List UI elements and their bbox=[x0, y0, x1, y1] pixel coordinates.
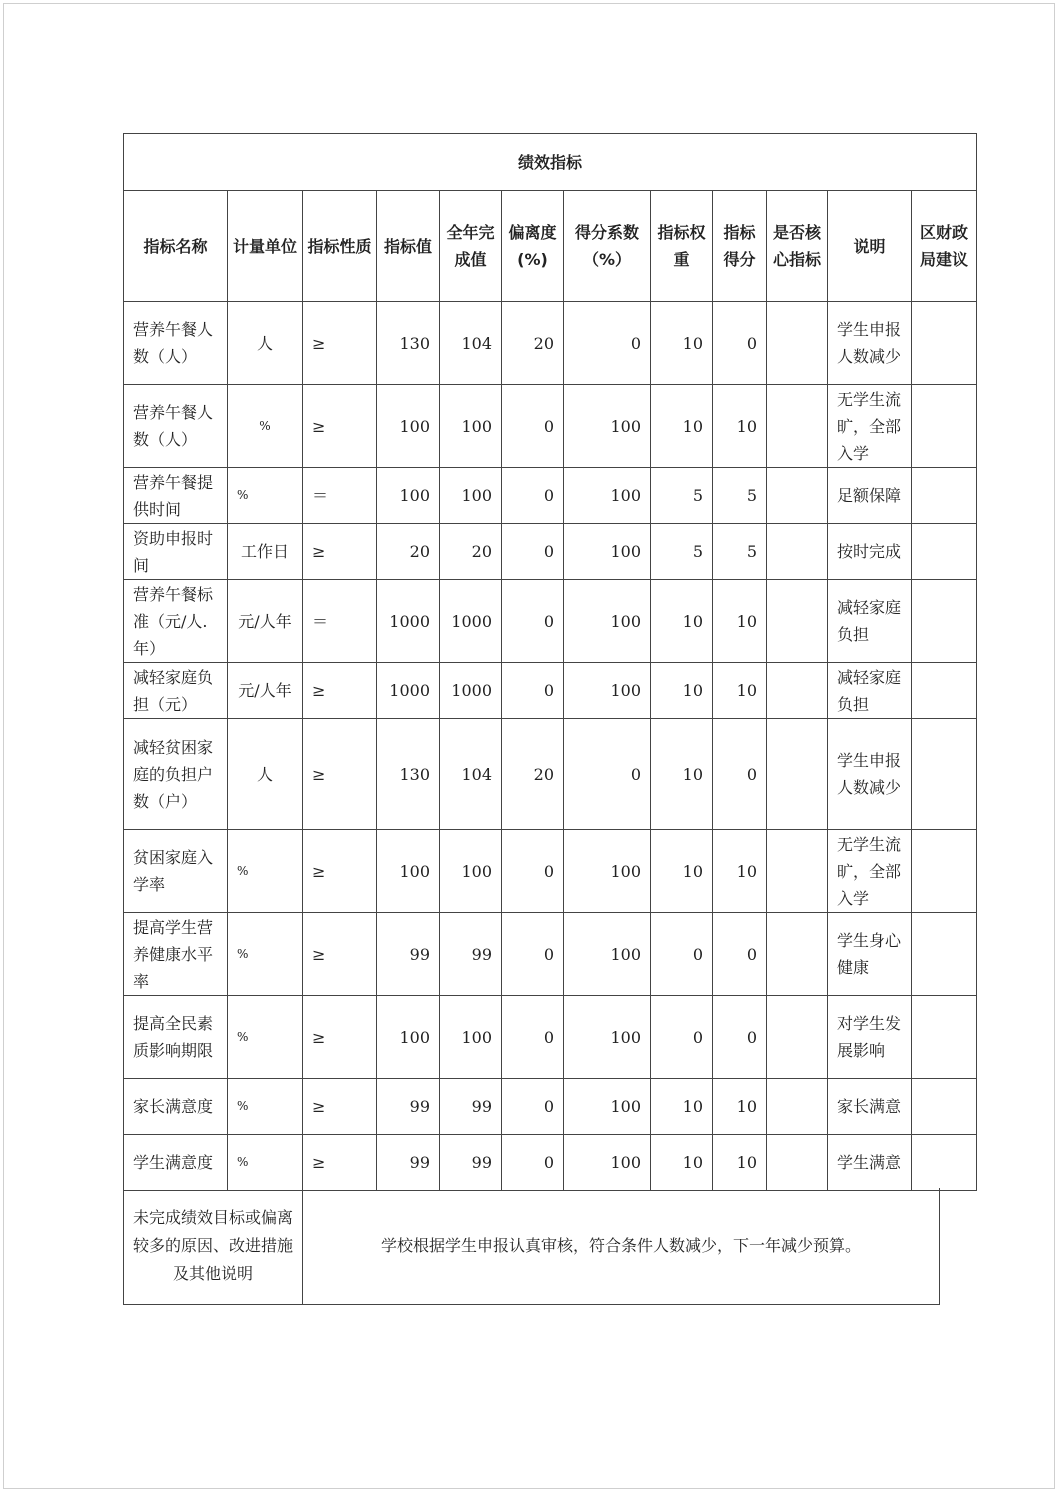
hdr-deviation: 偏离度(%) bbox=[502, 191, 564, 302]
cell-score: 0 bbox=[713, 302, 767, 385]
table-row bbox=[124, 468, 977, 524]
cell-note: 无学生流旷，全部入学 bbox=[828, 830, 912, 913]
cell-indicator-name: 学生满意度 bbox=[124, 1135, 228, 1191]
cell-note: 按时完成 bbox=[828, 524, 912, 580]
table-row bbox=[124, 913, 977, 996]
cell-target-value: 20 bbox=[377, 524, 440, 580]
cell-advice bbox=[912, 663, 977, 719]
cell-advice bbox=[912, 996, 977, 1079]
cell-score: 10 bbox=[713, 385, 767, 468]
cell-weight: 10 bbox=[651, 1079, 713, 1135]
hdr-note: 说明 bbox=[828, 191, 912, 302]
cell-score: 0 bbox=[713, 996, 767, 1079]
cell-advice bbox=[912, 302, 977, 385]
cell-target-value: 99 bbox=[377, 913, 440, 996]
cell-weight: 5 bbox=[651, 524, 713, 580]
table-row bbox=[124, 663, 977, 719]
cell-note: 减轻家庭负担 bbox=[828, 663, 912, 719]
hdr-indicator-name: 指标名称 bbox=[124, 191, 228, 302]
cell-note: 学生申报人数减少 bbox=[828, 302, 912, 385]
cell-advice bbox=[912, 1135, 977, 1191]
cell-target-value: 100 bbox=[377, 385, 440, 468]
cell-score: 10 bbox=[713, 830, 767, 913]
cell-advice bbox=[912, 580, 977, 663]
cell-target-value: 130 bbox=[377, 719, 440, 830]
cell-note: 家长满意 bbox=[828, 1079, 912, 1135]
cell-indicator-name: 提高学生营养健康水平率 bbox=[124, 913, 228, 996]
cell-note: 无学生流旷，全部入学 bbox=[828, 385, 912, 468]
cell-weight: 10 bbox=[651, 1135, 713, 1191]
cell-advice bbox=[912, 385, 977, 468]
cell-advice bbox=[912, 830, 977, 913]
cell-nature: ≥ bbox=[303, 1135, 377, 1191]
cell-deviation: 0 bbox=[502, 524, 564, 580]
cell-indicator-name: 贫困家庭入学率 bbox=[124, 830, 228, 913]
cell-score: 10 bbox=[713, 1079, 767, 1135]
cell-target-value: 100 bbox=[377, 830, 440, 913]
cell-core-flag bbox=[767, 1079, 828, 1135]
cell-core-flag bbox=[767, 524, 828, 580]
cell-core-flag bbox=[767, 580, 828, 663]
hdr-score-coef: 得分系数（%） bbox=[564, 191, 651, 302]
cell-indicator-name: 营养午餐标准（元/人.年） bbox=[124, 580, 228, 663]
cell-deviation: 0 bbox=[502, 1079, 564, 1135]
cell-target-value: 100 bbox=[377, 468, 440, 524]
explanation-label: 未完成绩效目标或偏离较多的原因、改进措施及其他说明 bbox=[124, 1188, 303, 1304]
cell-nature: ≥ bbox=[303, 524, 377, 580]
hdr-weight: 指标权重 bbox=[651, 191, 713, 302]
cell-indicator-name: 营养午餐提供时间 bbox=[124, 468, 228, 524]
cell-score-coef: 100 bbox=[564, 580, 651, 663]
cell-nature: ≥ bbox=[303, 1079, 377, 1135]
cell-indicator-name: 营养午餐人数（人） bbox=[124, 302, 228, 385]
cell-unit: % bbox=[228, 830, 303, 913]
cell-unit: % bbox=[228, 913, 303, 996]
cell-nature: ≥ bbox=[303, 719, 377, 830]
cell-score-coef: 100 bbox=[564, 663, 651, 719]
table-row bbox=[124, 385, 977, 468]
cell-note: 学生满意 bbox=[828, 1135, 912, 1191]
hdr-annual-done: 全年完成值 bbox=[440, 191, 502, 302]
cell-nature: ≥ bbox=[303, 913, 377, 996]
cell-weight: 10 bbox=[651, 580, 713, 663]
cell-deviation: 0 bbox=[502, 468, 564, 524]
cell-deviation: 0 bbox=[502, 996, 564, 1079]
cell-annual-done: 104 bbox=[440, 302, 502, 385]
cell-score: 10 bbox=[713, 1135, 767, 1191]
cell-annual-done: 100 bbox=[440, 830, 502, 913]
cell-target-value: 130 bbox=[377, 302, 440, 385]
cell-core-flag bbox=[767, 830, 828, 913]
cell-annual-done: 99 bbox=[440, 1079, 502, 1135]
table-row bbox=[124, 524, 977, 580]
cell-indicator-name: 营养午餐人数（人） bbox=[124, 385, 228, 468]
cell-indicator-name: 减轻贫困家庭的负担户数（户） bbox=[124, 719, 228, 830]
cell-note: 足额保障 bbox=[828, 468, 912, 524]
cell-nature: ≥ bbox=[303, 385, 377, 468]
performance-indicator-table bbox=[123, 133, 977, 1191]
cell-core-flag bbox=[767, 996, 828, 1079]
cell-indicator-name: 减轻家庭负担（元） bbox=[124, 663, 228, 719]
cell-weight: 10 bbox=[651, 719, 713, 830]
hdr-score: 指标得分 bbox=[713, 191, 767, 302]
cell-note: 学生身心健康 bbox=[828, 913, 912, 996]
cell-annual-done: 1000 bbox=[440, 580, 502, 663]
cell-score: 0 bbox=[713, 913, 767, 996]
explanation-table bbox=[123, 1188, 940, 1305]
cell-score: 0 bbox=[713, 719, 767, 830]
cell-score-coef: 100 bbox=[564, 830, 651, 913]
cell-deviation: 0 bbox=[502, 830, 564, 913]
cell-nature: ≥ bbox=[303, 830, 377, 913]
cell-score: 10 bbox=[713, 663, 767, 719]
cell-annual-done: 100 bbox=[440, 468, 502, 524]
cell-advice bbox=[912, 913, 977, 996]
cell-unit: % bbox=[228, 385, 303, 468]
cell-unit: 元/人年 bbox=[228, 580, 303, 663]
cell-target-value: 1000 bbox=[377, 663, 440, 719]
cell-deviation: 0 bbox=[502, 913, 564, 996]
cell-core-flag bbox=[767, 385, 828, 468]
table-row bbox=[124, 580, 977, 663]
cell-unit: 人 bbox=[228, 719, 303, 830]
cell-deviation: 0 bbox=[502, 580, 564, 663]
cell-advice bbox=[912, 468, 977, 524]
cell-unit: % bbox=[228, 1135, 303, 1191]
cell-unit: 工作日 bbox=[228, 524, 303, 580]
cell-nature: ≥ bbox=[303, 663, 377, 719]
cell-weight: 10 bbox=[651, 385, 713, 468]
cell-deviation: 0 bbox=[502, 1135, 564, 1191]
cell-unit: % bbox=[228, 1079, 303, 1135]
table-row bbox=[124, 719, 977, 830]
cell-annual-done: 99 bbox=[440, 913, 502, 996]
cell-core-flag bbox=[767, 719, 828, 830]
cell-annual-done: 104 bbox=[440, 719, 502, 830]
cell-deviation: 0 bbox=[502, 663, 564, 719]
explanation-text: 学校根据学生申报认真审核，符合条件人数减少，下一年减少预算。 bbox=[303, 1188, 940, 1304]
cell-indicator-name: 提高全民素质影响期限 bbox=[124, 996, 228, 1079]
hdr-core-flag: 是否核心指标 bbox=[767, 191, 828, 302]
cell-weight: 0 bbox=[651, 996, 713, 1079]
table-row bbox=[124, 1135, 977, 1191]
cell-score-coef: 100 bbox=[564, 913, 651, 996]
cell-annual-done: 100 bbox=[440, 996, 502, 1079]
cell-score-coef: 100 bbox=[564, 385, 651, 468]
table-row bbox=[124, 996, 977, 1079]
cell-core-flag bbox=[767, 468, 828, 524]
cell-score-coef: 100 bbox=[564, 1135, 651, 1191]
hdr-unit: 计量单位 bbox=[228, 191, 303, 302]
cell-annual-done: 100 bbox=[440, 385, 502, 468]
cell-weight: 5 bbox=[651, 468, 713, 524]
cell-score-coef: 0 bbox=[564, 302, 651, 385]
cell-note: 对学生发展影响 bbox=[828, 996, 912, 1079]
cell-score: 10 bbox=[713, 580, 767, 663]
cell-note: 减轻家庭负担 bbox=[828, 580, 912, 663]
cell-score-coef: 100 bbox=[564, 996, 651, 1079]
cell-score-coef: 100 bbox=[564, 524, 651, 580]
cell-nature: ≥ bbox=[303, 302, 377, 385]
cell-note: 学生申报人数减少 bbox=[828, 719, 912, 830]
cell-score-coef: 100 bbox=[564, 1079, 651, 1135]
cell-score-coef: 0 bbox=[564, 719, 651, 830]
cell-unit: 元/人年 bbox=[228, 663, 303, 719]
cell-weight: 10 bbox=[651, 663, 713, 719]
cell-core-flag bbox=[767, 1135, 828, 1191]
cell-nature: ＝ bbox=[303, 468, 377, 524]
cell-indicator-name: 资助申报时间 bbox=[124, 524, 228, 580]
cell-target-value: 100 bbox=[377, 996, 440, 1079]
hdr-target-value: 指标值 bbox=[377, 191, 440, 302]
cell-score-coef: 100 bbox=[564, 468, 651, 524]
cell-advice bbox=[912, 719, 977, 830]
cell-unit: % bbox=[228, 468, 303, 524]
hdr-advice: 区财政局建议 bbox=[912, 191, 977, 302]
cell-annual-done: 1000 bbox=[440, 663, 502, 719]
cell-advice bbox=[912, 1079, 977, 1135]
cell-core-flag bbox=[767, 663, 828, 719]
cell-annual-done: 99 bbox=[440, 1135, 502, 1191]
table-row bbox=[124, 830, 977, 913]
cell-core-flag bbox=[767, 302, 828, 385]
cell-indicator-name: 家长满意度 bbox=[124, 1079, 228, 1135]
cell-target-value: 1000 bbox=[377, 580, 440, 663]
cell-deviation: 0 bbox=[502, 385, 564, 468]
cell-advice bbox=[912, 524, 977, 580]
table-row bbox=[124, 1079, 977, 1135]
table-row bbox=[124, 302, 977, 385]
cell-weight: 10 bbox=[651, 830, 713, 913]
cell-target-value: 99 bbox=[377, 1135, 440, 1191]
cell-unit: % bbox=[228, 996, 303, 1079]
cell-deviation: 20 bbox=[502, 302, 564, 385]
cell-unit: 人 bbox=[228, 302, 303, 385]
cell-deviation: 20 bbox=[502, 719, 564, 830]
cell-target-value: 99 bbox=[377, 1079, 440, 1135]
cell-core-flag bbox=[767, 913, 828, 996]
hdr-nature: 指标性质 bbox=[303, 191, 377, 302]
cell-nature: ≥ bbox=[303, 996, 377, 1079]
cell-nature: ＝ bbox=[303, 580, 377, 663]
cell-score: 5 bbox=[713, 524, 767, 580]
table-title: 绩效指标 bbox=[124, 134, 977, 191]
cell-weight: 0 bbox=[651, 913, 713, 996]
cell-weight: 10 bbox=[651, 302, 713, 385]
cell-annual-done: 20 bbox=[440, 524, 502, 580]
cell-score: 5 bbox=[713, 468, 767, 524]
